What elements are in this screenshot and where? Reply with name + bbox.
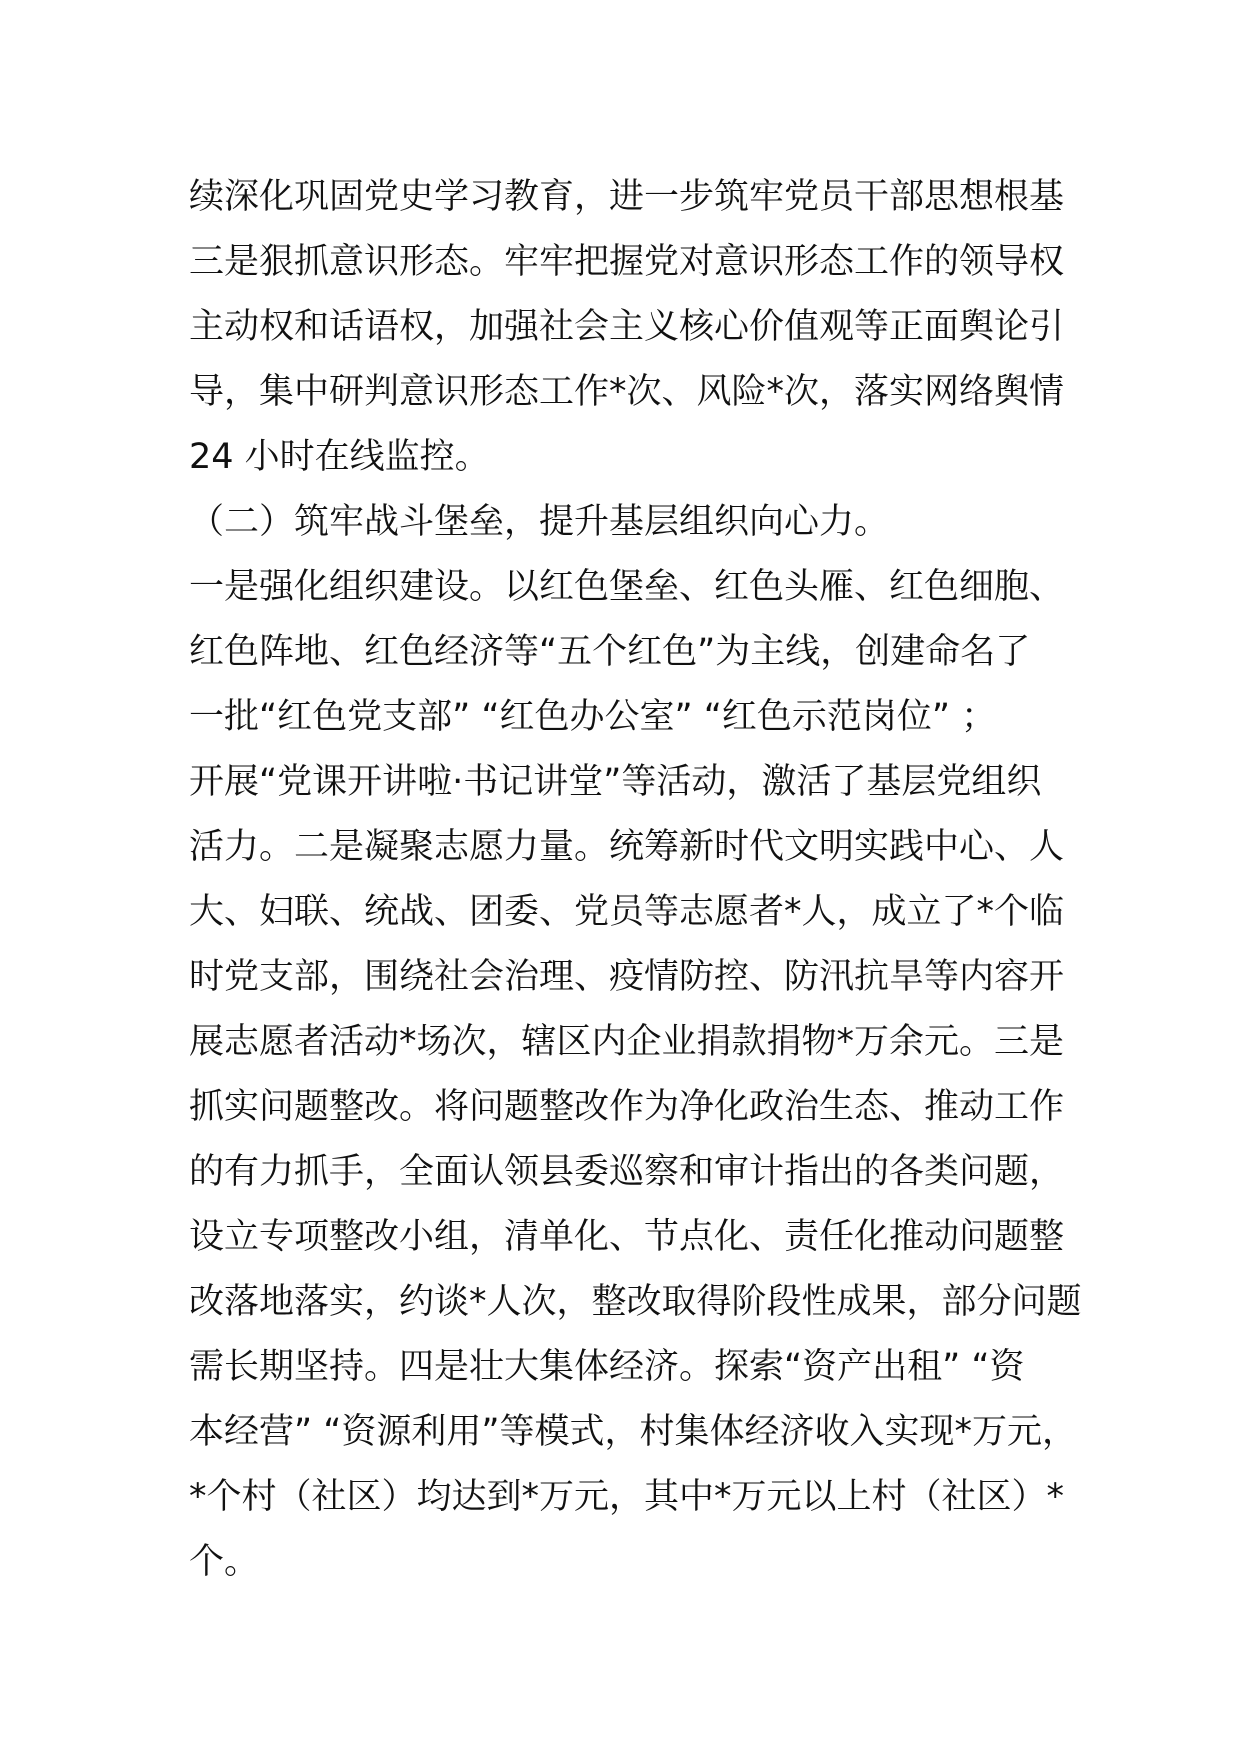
text-line-5: 24 小时在线监控。 bbox=[189, 437, 490, 477]
text-line-9: 一批“红色党支部” “红色办公室” “红色示范岗位” ； bbox=[189, 697, 997, 737]
text-line-10: 开展“党课开讲啦·书记讲堂”等活动，激活了基层党组织 bbox=[189, 762, 1042, 802]
text-line-1: 续深化巩固党史学习教育，进一步筑牢党员干部思想根基 bbox=[189, 177, 1065, 217]
text-line-16: 的有力抓手，全面认领县委巡察和审计指出的各类问题， bbox=[189, 1152, 1065, 1192]
text-line-20: 本经营” “资源利用”等模式，村集体经济收入实现*万元， bbox=[189, 1412, 1078, 1452]
text-line-2: 三是狠抓意识形态。牢牢把握党对意识形态工作的领导权 bbox=[189, 242, 1065, 282]
text-line-14: 展志愿者活动*场次，辖区内企业捐款捐物*万余元。三是 bbox=[189, 1022, 1065, 1062]
text-line-7: 一是强化组织建设。以红色堡垒、红色头雁、红色细胞、 bbox=[189, 567, 1065, 607]
section-heading: （二）筑牢战斗堡垒，提升基层组织向心力。 bbox=[189, 502, 890, 542]
text-line-3: 主动权和话语权，加强社会主义核心价值观等正面舆论引 bbox=[189, 307, 1065, 347]
text-line-11: 活力。二是凝聚志愿力量。统筹新时代文明实践中心、人 bbox=[189, 827, 1065, 867]
body-text bbox=[189, 165, 1089, 1595]
text-line-21: *个村（社区）均达到*万元，其中*万元以上村（社区）* bbox=[189, 1477, 1065, 1517]
text-line-8: 红色阵地、红色经济等“五个红色”为主线，创建命名了 bbox=[189, 632, 1031, 672]
text-line-13: 时党支部，围绕社会治理、疫情防控、防汛抗旱等内容开 bbox=[189, 957, 1065, 997]
text-line-17: 设立专项整改小组，清单化、节点化、责任化推动问题整 bbox=[189, 1217, 1065, 1257]
text-line-4: 导，集中研判意识形态工作*次、风险*次，落实网络舆情 bbox=[189, 372, 1065, 412]
text-line-15: 抓实问题整改。将问题整改作为净化政治生态、推动工作 bbox=[189, 1087, 1065, 1127]
text-line-22: 个。 bbox=[189, 1542, 260, 1582]
text-line-12: 大、妇联、统战、团委、党员等志愿者*人，成立了*个临 bbox=[189, 892, 1065, 932]
text-line-18: 改落地落实，约谈*人次，整改取得阶段性成果，部分问题 bbox=[189, 1282, 1082, 1322]
text-line-19: 需长期坚持。四是壮大集体经济。探索“资产出租” “资 bbox=[189, 1347, 1025, 1387]
